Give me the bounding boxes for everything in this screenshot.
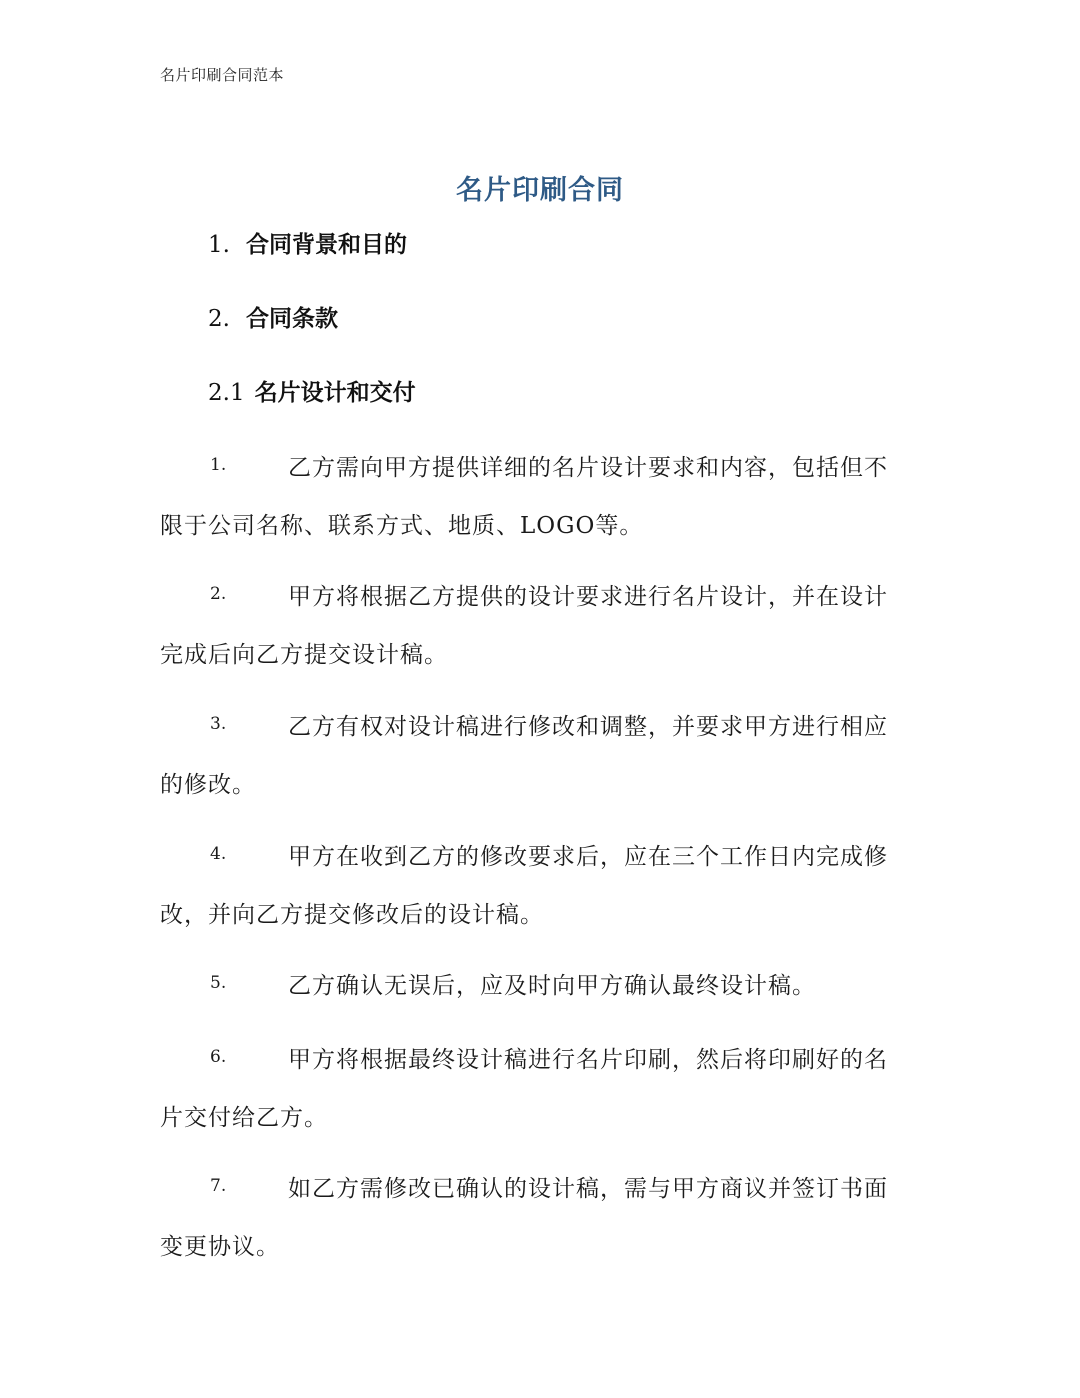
item-number: 4. xyxy=(210,844,227,864)
list-item xyxy=(160,708,905,799)
section-number: 1. xyxy=(208,232,230,258)
item-text-line2: 完成后向乙方提交设计稿。 xyxy=(160,642,448,668)
section-number: 2.1 xyxy=(208,380,245,406)
list-item xyxy=(160,1170,905,1261)
list-item xyxy=(160,578,905,669)
item-text-line1: 甲方将根据最终设计稿进行名片印刷，然后将印刷好的名 xyxy=(288,1047,888,1073)
document-title: 名片印刷合同 xyxy=(456,175,624,206)
item-text-line1: 甲方将根据乙方提供的设计要求进行名片设计，并在设计 xyxy=(288,584,888,610)
section-title: 名片设计和交付 xyxy=(254,380,416,406)
item-text-line1: 乙方需向甲方提供详细的名片设计要求和内容，包括但不 xyxy=(288,455,888,481)
item-text-line1: 乙方确认无误后，应及时向甲方确认最终设计稿。 xyxy=(288,973,816,999)
item-number: 3. xyxy=(210,714,227,734)
section-heading xyxy=(208,300,338,333)
list-item xyxy=(160,1041,905,1132)
item-text-line1: 乙方有权对设计稿进行修改和调整，并要求甲方进行相应 xyxy=(288,714,888,740)
list-item xyxy=(160,967,905,997)
item-number: 1. xyxy=(210,455,227,475)
list-item xyxy=(160,838,905,929)
item-text-line2: 片交付给乙方。 xyxy=(160,1105,328,1131)
item-text-line1: 如乙方需修改已确认的设计稿，需与甲方商议并签订书面 xyxy=(288,1176,888,1202)
item-text-line1: 甲方在收到乙方的修改要求后，应在三个工作日内完成修 xyxy=(288,844,888,870)
item-text-line2: 变更协议。 xyxy=(160,1234,280,1260)
section-number: 2. xyxy=(208,306,230,332)
page-header: 名片印刷合同范本 xyxy=(160,66,285,84)
item-number: 6. xyxy=(210,1047,227,1067)
item-number: 2. xyxy=(210,584,227,604)
section-title: 合同背景和目的 xyxy=(245,232,407,258)
item-text-line2: 改，并向乙方提交修改后的设计稿。 xyxy=(160,902,544,928)
item-number: 5. xyxy=(210,973,227,993)
item-text-line2: 限于公司名称、联系方式、地质、LOGO等。 xyxy=(160,513,644,539)
list-item xyxy=(160,449,905,540)
section-heading xyxy=(208,226,407,259)
item-text-line2: 的修改。 xyxy=(160,772,256,798)
subsection-heading xyxy=(208,374,416,407)
item-number: 7. xyxy=(210,1176,227,1196)
section-title: 合同条款 xyxy=(245,306,338,332)
